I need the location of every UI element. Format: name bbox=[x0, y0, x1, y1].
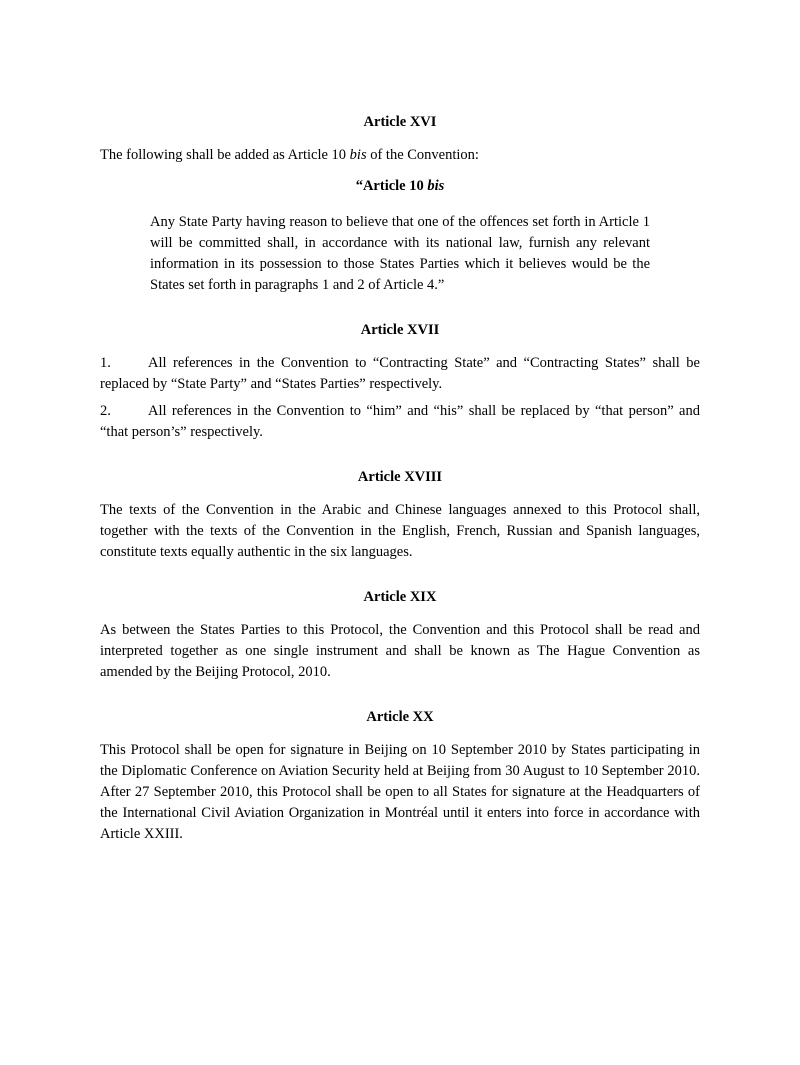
intro-text-post: of the Convention: bbox=[366, 147, 479, 163]
article-xix-paragraph: As between the States Parties to this Protocol, the Convention and this Protocol shall be read and interpreted together as one single instrument and shall be known as The Hague Convention as amended by the Beijing Protocol, 2010. bbox=[100, 622, 700, 680]
quote-heading-italic: bis bbox=[427, 178, 445, 194]
article-xvii-paragraph-2 bbox=[100, 401, 700, 443]
article-xvi-intro-paragraph bbox=[100, 145, 700, 166]
article-xvii-paragraph-1 bbox=[100, 353, 700, 395]
article-xvii-title: Article XVII bbox=[360, 322, 440, 338]
intro-text-pre: The following shall be added as Article 10 bbox=[100, 147, 350, 163]
paragraph-number: 2. bbox=[100, 403, 111, 419]
article-10bis-quote-paragraph: Any State Party having reason to believe that one of the offences set forth in Article 1 will be committed shall, in accordance with its national law, furnish any relevant information in its possession to those States Parties which it believes would be the States set forth in paragraphs 1 and 2 of Article 4.” bbox=[150, 214, 650, 293]
paragraph-number: 1. bbox=[100, 355, 111, 371]
article-xvi-title: Article XVI bbox=[363, 114, 437, 130]
article-xviii-paragraph: The texts of the Convention in the Arabic and Chinese languages annexed to this Protocol shall, together with the texts of the Convention in the English, French, Russian and Spanish languages, constitute texts equally authentic in the six languages. bbox=[100, 502, 700, 560]
paragraph-text: All references in the Convention to “Contracting State” and “Contracting States” shall be replaced by “State Party” and “States Parties” respectively. bbox=[100, 355, 700, 392]
article-xx-title: Article XX bbox=[366, 709, 434, 725]
article-xix-title: Article XIX bbox=[363, 589, 437, 605]
quote-heading-pre: “Article 10 bbox=[355, 178, 428, 194]
article-xx-paragraph: This Protocol shall be open for signature in Beijing on 10 September 2010 by States participating in the Diplomatic Conference on Aviation Security held at Beijing from 30 August to 10 September 2010. After 27 September 2010, this Protocol shall be open to all States for signature at the Headquarters of the International Civil Aviation Organization in Montréal until it enters into force in accordance with Article XXIII. bbox=[100, 742, 700, 842]
article-xviii-title: Article XVIII bbox=[357, 469, 443, 485]
paragraph-text: All references in the Convention to “him” and “his” shall be replaced by “that person” and “that person’s” respectively. bbox=[100, 403, 700, 440]
intro-text-italic: bis bbox=[349, 147, 367, 163]
article-10bis-heading bbox=[100, 176, 700, 197]
